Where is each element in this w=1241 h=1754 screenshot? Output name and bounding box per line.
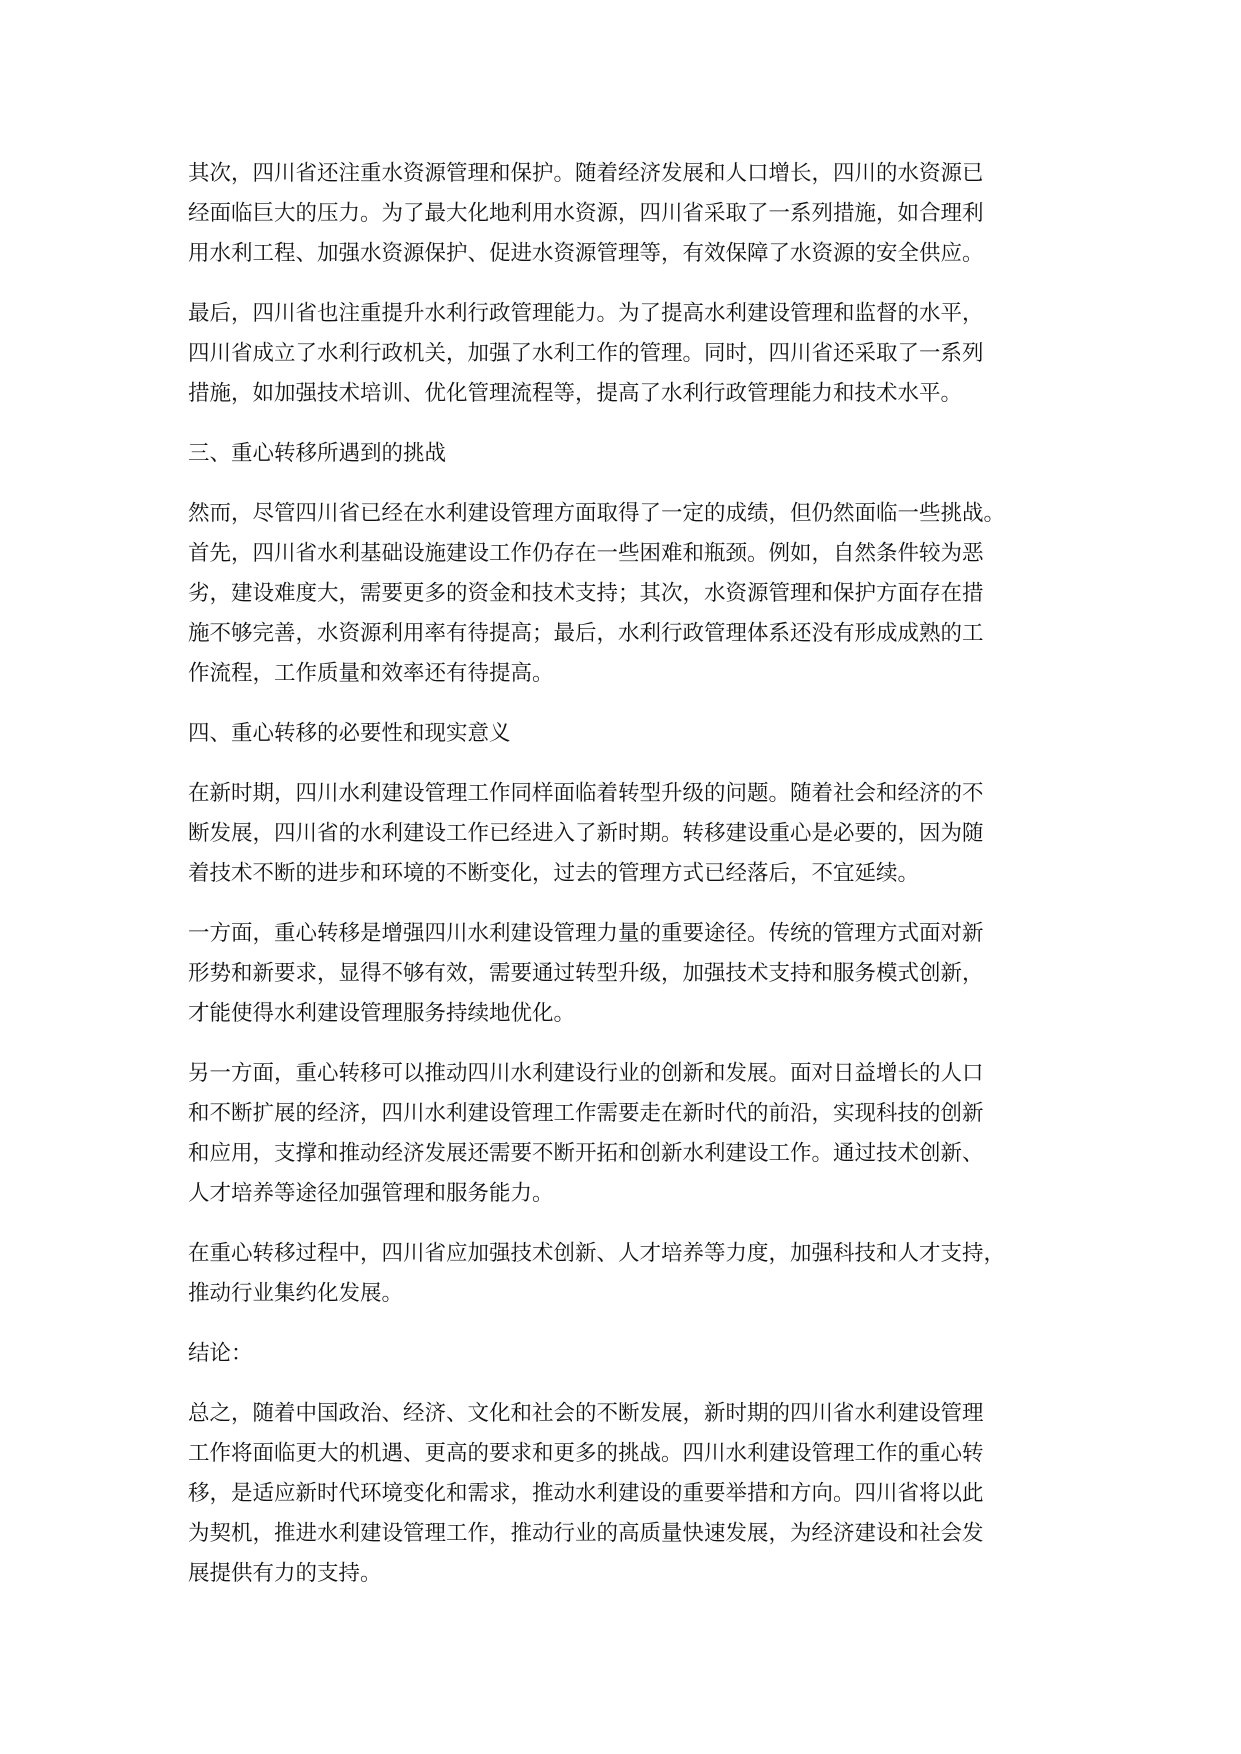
paragraph-line: 劣，建设难度大，需要更多的资金和技术支持；其次，水资源管理和保护方面存在措 [188, 581, 984, 606]
paragraph-line: 断发展，四川省的水利建设工作已经进入了新时期。转移建设重心是必要的，因为随 [188, 821, 984, 846]
paragraph-line: 推动行业集约化发展。 [188, 1281, 404, 1306]
heading-text: 四、重心转移的必要性和现实意义 [188, 721, 511, 746]
paragraph-line: 另一方面，重心转移可以推动四川水利建设行业的创新和发展。面对日益增长的人口 [188, 1061, 984, 1086]
paragraph-line: 人才培养等途径加强管理和服务能力。 [188, 1181, 554, 1206]
heading-text: 结论： [188, 1341, 253, 1366]
paragraph-line: 最后，四川省也注重提升水利行政管理能力。为了提高水利建设管理和监督的水平， [188, 301, 984, 326]
paragraph-line: 经面临巨大的压力。为了最大化地利用水资源，四川省采取了一系列措施，如合理利 [188, 201, 984, 226]
paragraph-challenges [188, 494, 1088, 694]
paragraph-line: 四川省成立了水利行政机关，加强了水利工作的管理。同时，四川省还采取了一系列 [188, 341, 984, 366]
paragraph-line: 一方面，重心转移是增强四川水利建设管理力量的重要途径。传统的管理方式面对新 [188, 921, 984, 946]
paragraph-water-resource-protection [188, 154, 1088, 274]
paragraph-innovation-development [188, 1054, 1088, 1214]
paragraph-line: 措施，如加强技术培训、优化管理流程等，提高了水利行政管理能力和技术水平。 [188, 381, 963, 406]
paragraph-line: 形势和新要求，显得不够有效，需要通过转型升级，加强技术支持和服务模式创新， [188, 961, 984, 986]
section-heading-significance [188, 714, 1088, 754]
paragraph-line: 才能使得水利建设管理服务持续地优化。 [188, 1001, 576, 1026]
paragraph-line: 移，是适应新时代环境变化和需求，推动水利建设的重要举措和方向。四川省将以此 [188, 1481, 984, 1506]
paragraph-line: 用水利工程、加强水资源保护、促进水资源管理等，有效保障了水资源的安全供应。 [188, 241, 984, 266]
paragraph-conclusion [188, 1394, 1088, 1594]
paragraph-line: 作流程，工作质量和效率还有待提高。 [188, 661, 554, 686]
paragraph-line: 在新时期，四川水利建设管理工作同样面临着转型升级的问题。随着社会和经济的不 [188, 781, 984, 806]
section-heading-challenges [188, 434, 1088, 474]
paragraph-line: 总之，随着中国政治、经济、文化和社会的不断发展，新时期的四川省水利建设管理 [188, 1401, 984, 1426]
paragraph-new-era [188, 774, 1088, 894]
paragraph-line: 然而，尽管四川省已经在水利建设管理方面取得了一定的成绩，但仍然面临一些挑战。 [188, 501, 1006, 526]
paragraph-line: 施不够完善，水资源利用率有待提高；最后，水利行政管理体系还没有形成成熟的工 [188, 621, 984, 646]
paragraph-line: 着技术不断的进步和环境的不断变化，过去的管理方式已经落后，不宜延续。 [188, 861, 920, 886]
paragraph-line: 和不断扩展的经济，四川水利建设管理工作需要走在新时代的前沿，实现科技的创新 [188, 1101, 984, 1126]
paragraph-management-strength [188, 914, 1088, 1034]
paragraph-support-measures [188, 1234, 1088, 1314]
section-heading-conclusion [188, 1334, 1088, 1374]
paragraph-line: 首先，四川省水利基础设施建设工作仍存在一些困难和瓶颈。例如，自然条件较为恶 [188, 541, 984, 566]
heading-text: 三、重心转移所遇到的挑战 [188, 441, 447, 466]
paragraph-line: 其次，四川省还注重水资源管理和保护。随着经济发展和人口增长，四川的水资源已 [188, 161, 984, 186]
document-body [188, 154, 1088, 1614]
paragraph-line: 为契机，推进水利建设管理工作，推动行业的高质量快速发展，为经济建设和社会发 [188, 1521, 984, 1546]
paragraph-line: 展提供有力的支持。 [188, 1561, 382, 1586]
paragraph-line: 在重心转移过程中，四川省应加强技术创新、人才培养等力度，加强科技和人才支持， [188, 1241, 1006, 1266]
paragraph-administrative-capacity [188, 294, 1088, 414]
paragraph-line: 和应用，支撑和推动经济发展还需要不断开拓和创新水利建设工作。通过技术创新、 [188, 1141, 984, 1166]
paragraph-line: 工作将面临更大的机遇、更高的要求和更多的挑战。四川水利建设管理工作的重心转 [188, 1441, 984, 1466]
